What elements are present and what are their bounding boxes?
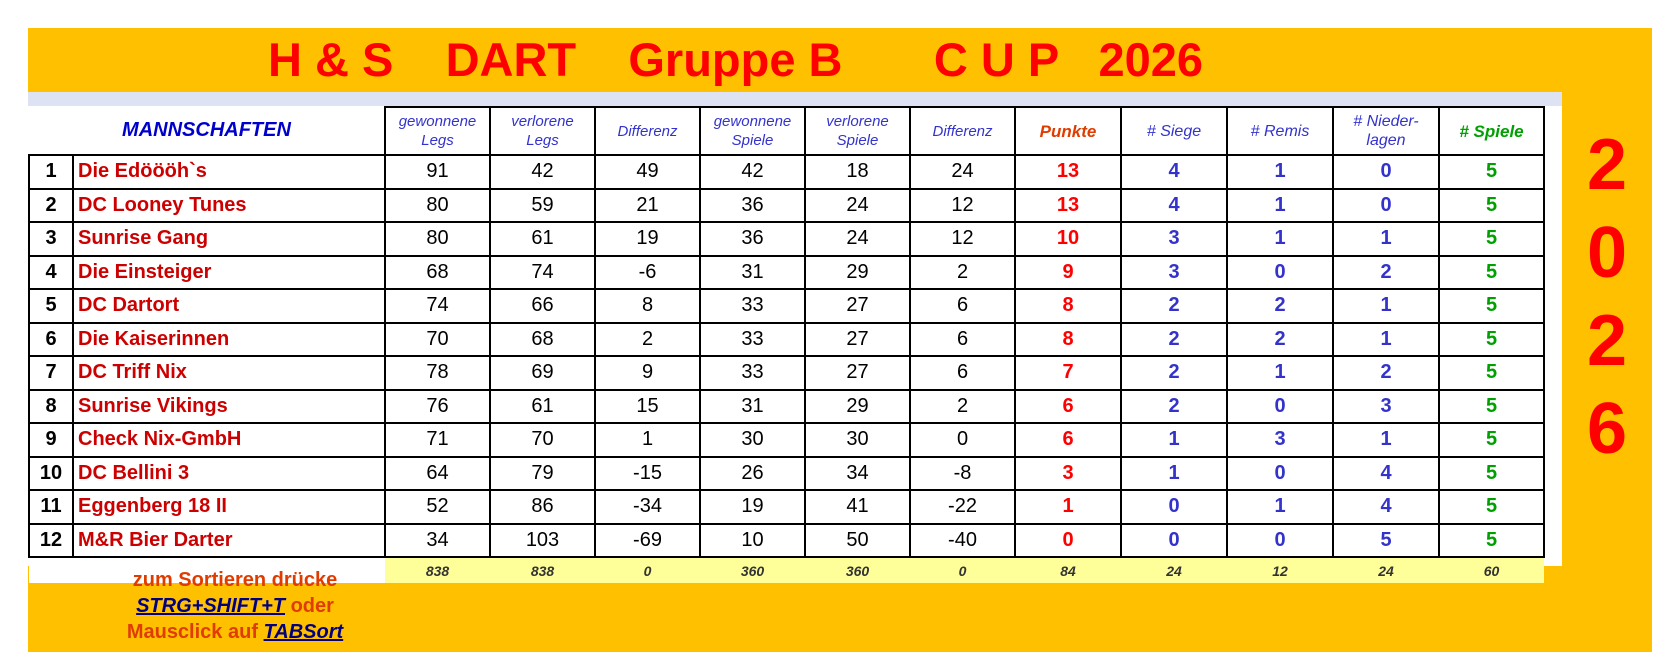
cell-won-games[interactable]: 42 (700, 155, 805, 189)
cell-lost-games[interactable]: 30 (805, 423, 910, 457)
cell-diff-legs[interactable]: -69 (595, 524, 700, 558)
header-points[interactable]: Punkte (1015, 107, 1121, 155)
cell-lost-legs[interactable]: 59 (490, 189, 595, 223)
cell-rank[interactable]: 3 (29, 222, 73, 256)
cell-losses[interactable]: 0 (1333, 155, 1439, 189)
cell-rank[interactable]: 1 (29, 155, 73, 189)
page-title (28, 28, 1328, 92)
cell-lost-games[interactable]: 29 (805, 256, 910, 290)
cell-rank[interactable]: 9 (29, 423, 73, 457)
cell-won-games[interactable]: 31 (700, 390, 805, 424)
total-points: 84 (1015, 557, 1121, 583)
cell-lost-games[interactable]: 50 (805, 524, 910, 558)
cell-won-legs[interactable]: 91 (385, 155, 490, 189)
cell-wins[interactable]: 2 (1121, 356, 1227, 390)
cell-wins[interactable]: 3 (1121, 222, 1227, 256)
cell-diff-games[interactable]: 0 (910, 423, 1015, 457)
tabsort-link[interactable]: TABSort (263, 621, 344, 643)
standings-table (28, 106, 1545, 583)
cell-team[interactable]: Die Edöööh`s (73, 155, 385, 189)
cell-draws[interactable]: 2 (1227, 323, 1333, 357)
sort-instruction-line3 (90, 619, 380, 645)
cell-diff-games[interactable]: -40 (910, 524, 1015, 558)
cell-won-legs[interactable]: 80 (385, 222, 490, 256)
cell-points[interactable]: 8 (1015, 289, 1121, 323)
cell-draws[interactable]: 1 (1227, 155, 1333, 189)
cell-team[interactable]: Sunrise Gang (73, 222, 385, 256)
cell-lost-legs[interactable]: 69 (490, 356, 595, 390)
cell-points[interactable]: 13 (1015, 155, 1121, 189)
title-part: C U P (933, 33, 1060, 86)
cell-points[interactable]: 10 (1015, 222, 1121, 256)
cell-diff-games[interactable]: 6 (910, 356, 1015, 390)
table-row[interactable] (29, 222, 1544, 256)
cell-points[interactable]: 6 (1015, 423, 1121, 457)
cell-draws[interactable]: 0 (1227, 390, 1333, 424)
cell-team[interactable]: DC Looney Tunes (73, 189, 385, 223)
cell-lost-games[interactable]: 34 (805, 457, 910, 491)
cell-rank[interactable]: 12 (29, 524, 73, 558)
cell-lost-legs[interactable]: 61 (490, 222, 595, 256)
year-digit: 6 (1586, 389, 1628, 469)
title-part: DART (445, 33, 577, 86)
header-row (29, 107, 1544, 155)
cell-rank[interactable]: 10 (29, 457, 73, 491)
cell-rank[interactable]: 6 (29, 323, 73, 357)
cell-team[interactable]: M&R Bier Darter (73, 524, 385, 558)
cell-losses[interactable]: 1 (1333, 222, 1439, 256)
cell-draws[interactable]: 3 (1227, 423, 1333, 457)
table-row[interactable] (29, 457, 1544, 491)
header-won-games[interactable]: gewonnene Spiele (700, 107, 805, 155)
cell-team[interactable]: DC Bellini 3 (73, 457, 385, 491)
cell-wins[interactable]: 2 (1121, 390, 1227, 424)
cell-wins[interactable]: 4 (1121, 189, 1227, 223)
header-strip (28, 92, 1562, 106)
cell-lost-legs[interactable]: 66 (490, 289, 595, 323)
total-wins: 24 (1121, 557, 1227, 583)
total-lost-games: 360 (805, 557, 910, 583)
cell-won-legs[interactable]: 70 (385, 323, 490, 357)
cell-team[interactable]: DC Dartort (73, 289, 385, 323)
cell-won-games[interactable]: 19 (700, 490, 805, 524)
cell-diff-games[interactable]: -22 (910, 490, 1015, 524)
title-part: H & S (268, 33, 394, 86)
cell-wins[interactable]: 3 (1121, 256, 1227, 290)
cell-won-legs[interactable]: 74 (385, 289, 490, 323)
cell-losses[interactable]: 5 (1333, 524, 1439, 558)
cell-diff-legs[interactable]: 9 (595, 356, 700, 390)
cell-won-games[interactable]: 33 (700, 289, 805, 323)
cell-losses[interactable]: 4 (1333, 457, 1439, 491)
cell-points[interactable]: 1 (1015, 490, 1121, 524)
header-won-legs[interactable]: gewonnene Legs (385, 107, 490, 155)
table-row[interactable] (29, 490, 1544, 524)
cell-won-games[interactable]: 36 (700, 189, 805, 223)
cell-games[interactable]: 5 (1439, 390, 1544, 424)
cell-won-legs[interactable]: 80 (385, 189, 490, 223)
cell-games[interactable]: 5 (1439, 423, 1544, 457)
cell-lost-legs[interactable]: 61 (490, 390, 595, 424)
cell-losses[interactable]: 0 (1333, 189, 1439, 223)
cell-team[interactable]: DC Triff Nix (73, 356, 385, 390)
shortcut-link[interactable]: STRG+SHIFT+T (136, 595, 285, 617)
cell-rank[interactable]: 2 (29, 189, 73, 223)
total-losses: 24 (1333, 557, 1439, 583)
cell-diff-games[interactable]: -8 (910, 457, 1015, 491)
cell-team[interactable]: Die Einsteiger (73, 256, 385, 290)
cell-wins[interactable]: 1 (1121, 423, 1227, 457)
cell-diff-games[interactable]: 2 (910, 390, 1015, 424)
cell-losses[interactable]: 1 (1333, 323, 1439, 357)
cell-losses[interactable]: 4 (1333, 490, 1439, 524)
cell-lost-games[interactable]: 27 (805, 356, 910, 390)
cell-won-games[interactable]: 30 (700, 423, 805, 457)
title-part: 2026 (1098, 33, 1204, 86)
cell-draws[interactable]: 0 (1227, 457, 1333, 491)
cell-diff-legs[interactable]: -34 (595, 490, 700, 524)
cell-team[interactable]: Sunrise Vikings (73, 390, 385, 424)
table-row[interactable] (29, 524, 1544, 558)
cell-draws[interactable]: 0 (1227, 524, 1333, 558)
header-lost-legs[interactable]: verlorene Legs (490, 107, 595, 155)
cell-wins[interactable]: 2 (1121, 323, 1227, 357)
total-won-games: 360 (700, 557, 805, 583)
cell-diff-legs[interactable]: 49 (595, 155, 700, 189)
cell-won-games[interactable]: 31 (700, 256, 805, 290)
cell-games[interactable]: 5 (1439, 524, 1544, 558)
cell-games[interactable]: 5 (1439, 457, 1544, 491)
header-draws[interactable]: # Remis (1227, 107, 1333, 155)
cell-draws[interactable]: 1 (1227, 356, 1333, 390)
cell-lost-legs[interactable]: 70 (490, 423, 595, 457)
cell-won-legs[interactable]: 71 (385, 423, 490, 457)
cell-points[interactable]: 9 (1015, 256, 1121, 290)
cell-diff-legs[interactable]: -6 (595, 256, 700, 290)
cell-diff-games[interactable]: 6 (910, 289, 1015, 323)
cell-lost-games[interactable]: 41 (805, 490, 910, 524)
cell-diff-legs[interactable]: 8 (595, 289, 700, 323)
cell-lost-games[interactable]: 18 (805, 155, 910, 189)
header-diff-games[interactable]: Differenz (910, 107, 1015, 155)
mouseclick-text: Mausclick auf (126, 621, 258, 643)
header-lost-games[interactable]: verlorene Spiele (805, 107, 910, 155)
cell-points[interactable]: 0 (1015, 524, 1121, 558)
cell-games[interactable]: 5 (1439, 356, 1544, 390)
cell-rank[interactable]: 7 (29, 356, 73, 390)
cell-diff-games[interactable]: 12 (910, 222, 1015, 256)
cell-team[interactable]: Eggenberg 18 II (73, 490, 385, 524)
cell-diff-legs[interactable]: 2 (595, 323, 700, 357)
cell-won-legs[interactable]: 76 (385, 390, 490, 424)
cell-diff-legs[interactable]: 1 (595, 423, 700, 457)
cell-losses[interactable]: 2 (1333, 256, 1439, 290)
cell-won-games[interactable]: 36 (700, 222, 805, 256)
year-digit: 2 (1586, 301, 1628, 381)
cell-points[interactable]: 8 (1015, 323, 1121, 357)
cell-wins[interactable]: 0 (1121, 524, 1227, 558)
cell-won-legs[interactable]: 78 (385, 356, 490, 390)
cell-won-games[interactable]: 33 (700, 356, 805, 390)
cell-diff-games[interactable]: 6 (910, 323, 1015, 357)
cell-lost-games[interactable]: 24 (805, 189, 910, 223)
cell-losses[interactable]: 1 (1333, 423, 1439, 457)
cell-lost-games[interactable]: 24 (805, 222, 910, 256)
header-games[interactable]: # Spiele (1439, 107, 1544, 155)
cell-points[interactable]: 3 (1015, 457, 1121, 491)
cell-wins[interactable]: 0 (1121, 490, 1227, 524)
cell-diff-legs[interactable]: 15 (595, 390, 700, 424)
table-row[interactable] (29, 423, 1544, 457)
year-digit: 2 (1586, 125, 1628, 205)
cell-lost-legs[interactable]: 86 (490, 490, 595, 524)
cell-games[interactable]: 5 (1439, 222, 1544, 256)
cell-points[interactable]: 13 (1015, 189, 1121, 223)
cell-losses[interactable]: 3 (1333, 390, 1439, 424)
cell-games[interactable]: 5 (1439, 323, 1544, 357)
cell-diff-legs[interactable]: 19 (595, 222, 700, 256)
header-diff-legs[interactable]: Differenz (595, 107, 700, 155)
cell-draws[interactable]: 0 (1227, 256, 1333, 290)
header-teams[interactable]: MANNSCHAFTEN (29, 107, 385, 155)
year-digit: 0 (1586, 213, 1628, 293)
sort-instruction-line2 (90, 593, 380, 619)
or-text: oder (290, 595, 334, 617)
total-games: 60 (1439, 557, 1544, 583)
cell-lost-legs[interactable]: 74 (490, 256, 595, 290)
cell-games[interactable]: 5 (1439, 189, 1544, 223)
total-diff-games: 0 (910, 557, 1015, 583)
cell-won-legs[interactable]: 68 (385, 256, 490, 290)
cell-losses[interactable]: 2 (1333, 356, 1439, 390)
cell-games[interactable]: 5 (1439, 256, 1544, 290)
sort-instruction-line1: zum Sortieren drücke (132, 569, 338, 591)
table-row[interactable] (29, 356, 1544, 390)
cell-points[interactable]: 6 (1015, 390, 1121, 424)
cell-won-legs[interactable]: 52 (385, 490, 490, 524)
cell-team[interactable]: Check Nix-GmbH (73, 423, 385, 457)
cell-losses[interactable]: 1 (1333, 289, 1439, 323)
table-row[interactable] (29, 323, 1544, 357)
cell-diff-games[interactable]: 12 (910, 189, 1015, 223)
cell-lost-legs[interactable]: 42 (490, 155, 595, 189)
table-row[interactable] (29, 390, 1544, 424)
cell-rank[interactable]: 5 (29, 289, 73, 323)
cell-team[interactable]: Die Kaiserinnen (73, 323, 385, 357)
cell-wins[interactable]: 1 (1121, 457, 1227, 491)
cell-wins[interactable]: 2 (1121, 289, 1227, 323)
table-row[interactable] (29, 289, 1544, 323)
header-wins[interactable]: # Siege (1121, 107, 1227, 155)
cell-diff-games[interactable]: 24 (910, 155, 1015, 189)
cell-rank[interactable]: 8 (29, 390, 73, 424)
cell-won-legs[interactable]: 34 (385, 524, 490, 558)
cell-won-legs[interactable]: 64 (385, 457, 490, 491)
cell-draws[interactable]: 1 (1227, 222, 1333, 256)
cell-lost-legs[interactable]: 79 (490, 457, 595, 491)
total-won-legs: 838 (385, 557, 490, 583)
cell-points[interactable]: 7 (1015, 356, 1121, 390)
cell-wins[interactable]: 4 (1121, 155, 1227, 189)
table-row[interactable] (29, 155, 1544, 189)
cell-won-games[interactable]: 26 (700, 457, 805, 491)
cell-won-games[interactable]: 33 (700, 323, 805, 357)
cell-rank[interactable]: 11 (29, 490, 73, 524)
total-draws: 12 (1227, 557, 1333, 583)
cell-draws[interactable]: 2 (1227, 289, 1333, 323)
total-diff-legs: 0 (595, 557, 700, 583)
table-row[interactable] (29, 256, 1544, 290)
cell-lost-games[interactable]: 29 (805, 390, 910, 424)
total-lost-legs: 838 (490, 557, 595, 583)
cell-draws[interactable]: 1 (1227, 189, 1333, 223)
cell-lost-games[interactable]: 27 (805, 289, 910, 323)
cell-games[interactable]: 5 (1439, 289, 1544, 323)
cell-won-games[interactable]: 10 (700, 524, 805, 558)
cell-diff-legs[interactable]: 21 (595, 189, 700, 223)
cell-rank[interactable]: 4 (29, 256, 73, 290)
cell-games[interactable]: 5 (1439, 155, 1544, 189)
cell-draws[interactable]: 1 (1227, 490, 1333, 524)
cell-diff-legs[interactable]: -15 (595, 457, 700, 491)
cell-lost-legs[interactable]: 68 (490, 323, 595, 357)
title-part: Gruppe B (628, 33, 843, 86)
table-row[interactable] (29, 189, 1544, 223)
cell-diff-games[interactable]: 2 (910, 256, 1015, 290)
cell-lost-games[interactable]: 27 (805, 323, 910, 357)
cell-games[interactable]: 5 (1439, 490, 1544, 524)
header-losses[interactable]: # Nieder- lagen (1333, 107, 1439, 155)
cell-lost-legs[interactable]: 103 (490, 524, 595, 558)
